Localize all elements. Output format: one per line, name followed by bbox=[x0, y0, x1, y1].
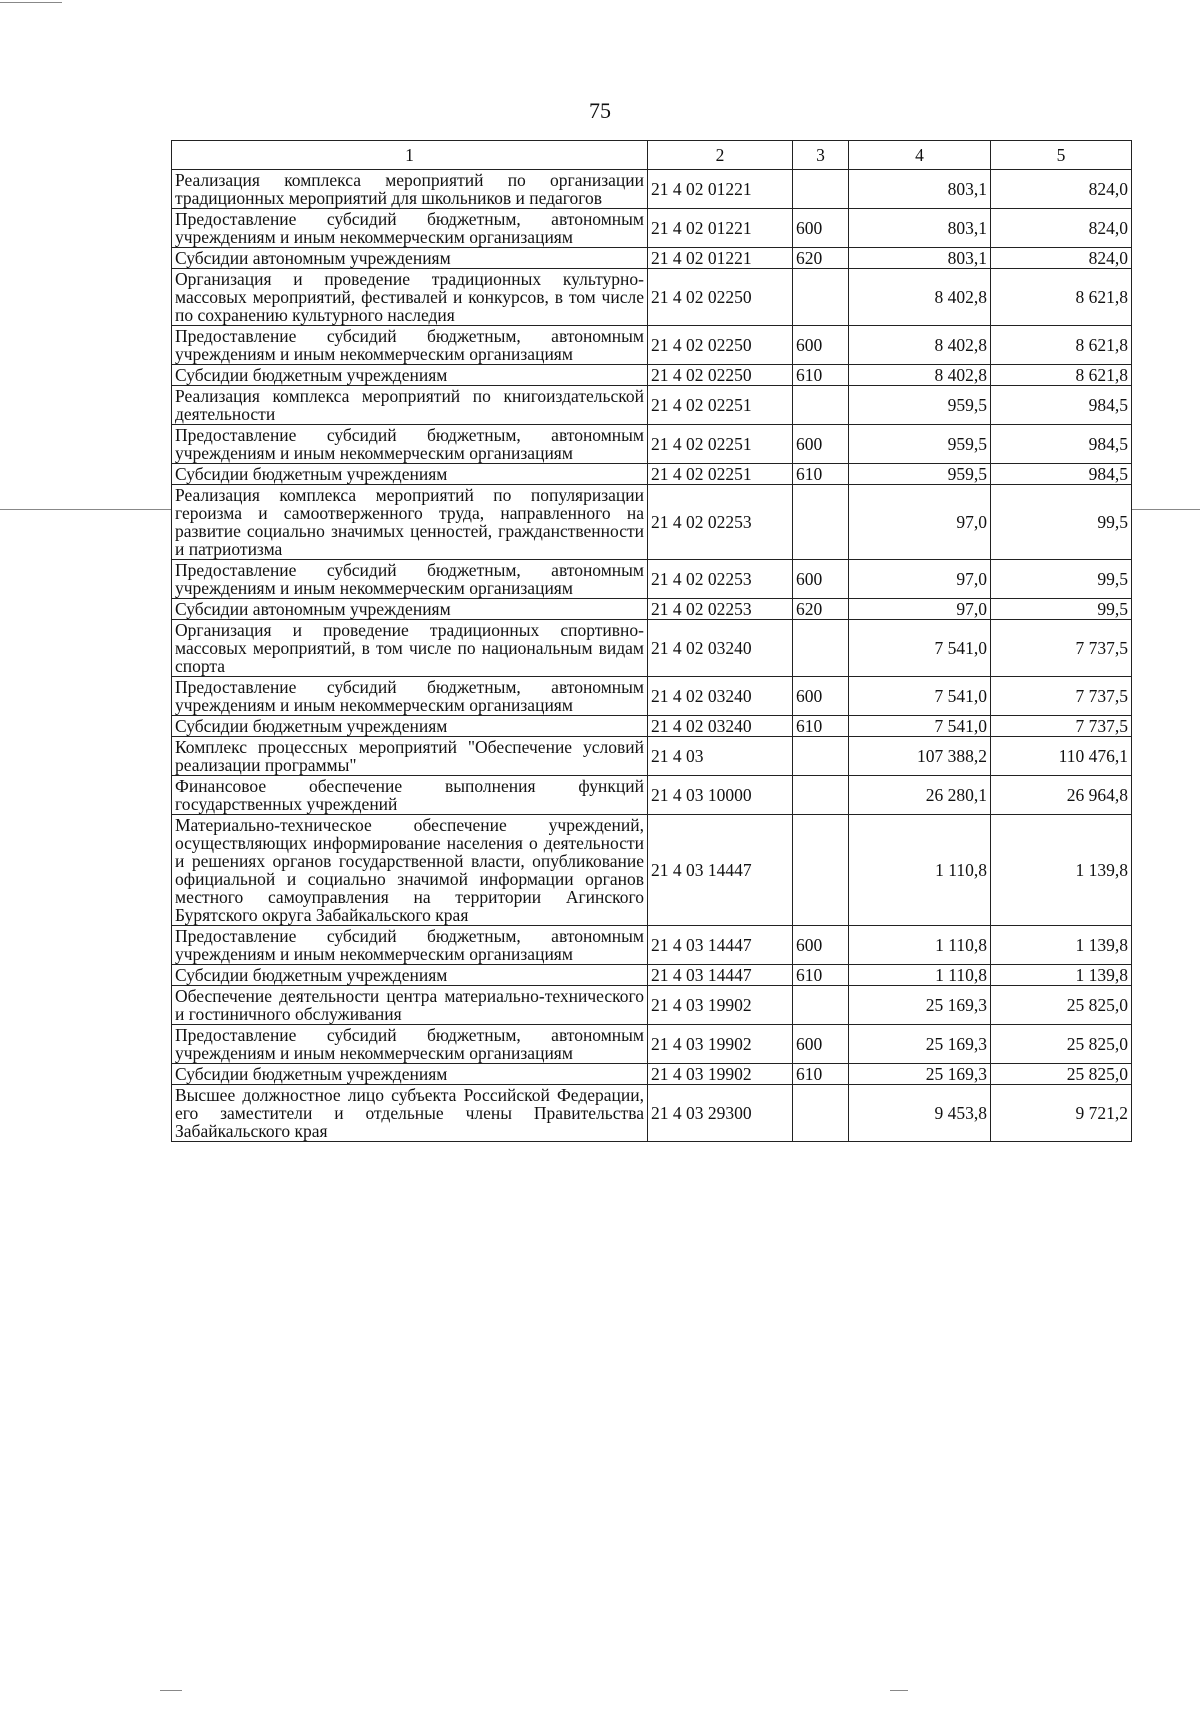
scan-artifact-line bbox=[0, 509, 171, 510]
row-value-col5-cell: 824,0 bbox=[991, 209, 1132, 248]
row-name-cell: Субсидии бюджетным учреждениям bbox=[172, 716, 648, 737]
row-value-col5-cell: 7 737,5 bbox=[991, 716, 1132, 737]
row-code-cell: 21 4 02 02251 bbox=[648, 425, 793, 464]
row-code-cell: 21 4 03 14447 bbox=[648, 926, 793, 965]
row-value-col5-cell: 7 737,5 bbox=[991, 677, 1132, 716]
budget-table bbox=[171, 140, 1132, 1142]
row-type-cell: 600 bbox=[793, 1025, 849, 1064]
table-header-row bbox=[172, 141, 1132, 170]
row-value-col4-cell: 1 110,8 bbox=[849, 965, 991, 986]
scan-artifact-line bbox=[890, 1690, 908, 1691]
row-value-col5-cell: 99,5 bbox=[991, 599, 1132, 620]
row-type-cell: 610 bbox=[793, 1064, 849, 1085]
row-value-col5-cell: 824,0 bbox=[991, 170, 1132, 209]
row-value-col4-cell: 8 402,8 bbox=[849, 326, 991, 365]
row-code-cell: 21 4 02 03240 bbox=[648, 620, 793, 677]
row-code-cell: 21 4 03 29300 bbox=[648, 1085, 793, 1142]
row-name-cell: Реализация комплекса мероприятий по книгоиздательской деятельности bbox=[172, 386, 648, 425]
row-code-cell: 21 4 03 19902 bbox=[648, 986, 793, 1025]
row-name-cell: Реализация комплекса мероприятий по популяризации героизма и самоотверженного труда, направленного на развитие социально значимых ценностей, гражданственности и патриотизма bbox=[172, 485, 648, 560]
row-value-col4-cell: 25 169,3 bbox=[849, 1064, 991, 1085]
row-code-cell: 21 4 02 03240 bbox=[648, 716, 793, 737]
table-row bbox=[172, 599, 1132, 620]
row-type-cell bbox=[793, 1085, 849, 1142]
row-type-cell: 600 bbox=[793, 425, 849, 464]
table-row bbox=[172, 464, 1132, 485]
row-code-cell: 21 4 03 14447 bbox=[648, 965, 793, 986]
row-value-col4-cell: 97,0 bbox=[849, 485, 991, 560]
table-row bbox=[172, 365, 1132, 386]
row-value-col5-cell: 984,5 bbox=[991, 425, 1132, 464]
row-code-cell: 21 4 02 02250 bbox=[648, 365, 793, 386]
row-name-cell: Субсидии бюджетным учреждениям bbox=[172, 1064, 648, 1085]
row-value-col4-cell: 1 110,8 bbox=[849, 815, 991, 926]
row-value-col5-cell: 7 737,5 bbox=[991, 620, 1132, 677]
row-value-col5-cell: 984,5 bbox=[991, 464, 1132, 485]
page-number: 75 bbox=[589, 98, 611, 123]
row-name-cell: Субсидии бюджетным учреждениям bbox=[172, 965, 648, 986]
row-value-col4-cell: 97,0 bbox=[849, 560, 991, 599]
row-value-col4-cell: 803,1 bbox=[849, 248, 991, 269]
row-code-cell: 21 4 03 10000 bbox=[648, 776, 793, 815]
table-row bbox=[172, 326, 1132, 365]
table-row bbox=[172, 716, 1132, 737]
row-value-col4-cell: 959,5 bbox=[849, 386, 991, 425]
row-value-col4-cell: 8 402,8 bbox=[849, 365, 991, 386]
row-name-cell: Предоставление субсидий бюджетным, автономным учреждениям и иным некоммерческим организациям bbox=[172, 326, 648, 365]
row-value-col5-cell: 1 139,8 bbox=[991, 965, 1132, 986]
table-row bbox=[172, 248, 1132, 269]
table-row bbox=[172, 209, 1132, 248]
table-row bbox=[172, 1025, 1132, 1064]
row-name-cell: Предоставление субсидий бюджетным, автономным учреждениям и иным некоммерческим организациям bbox=[172, 1025, 648, 1064]
row-name-cell: Предоставление субсидий бюджетным, автономным учреждениям и иным некоммерческим организациям bbox=[172, 425, 648, 464]
row-value-col5-cell: 25 825,0 bbox=[991, 1064, 1132, 1085]
row-value-col5-cell: 99,5 bbox=[991, 485, 1132, 560]
row-name-cell: Материально-техническое обеспечение учреждений, осуществляющих информирование населения о деятельности и решениях органов государственной власти, опубликование официальной и социально значимой информации органов местного самоуправления на территории Агинского Бурятского округа Забайкальского края bbox=[172, 815, 648, 926]
table-row bbox=[172, 620, 1132, 677]
row-type-cell bbox=[793, 485, 849, 560]
row-value-col4-cell: 959,5 bbox=[849, 425, 991, 464]
row-value-col4-cell: 7 541,0 bbox=[849, 677, 991, 716]
row-name-cell: Обеспечение деятельности центра материально-технического и гостиничного обслуживания bbox=[172, 986, 648, 1025]
column-header-2: 2 bbox=[648, 141, 793, 170]
row-value-col5-cell: 8 621,8 bbox=[991, 365, 1132, 386]
row-name-cell: Высшее должностное лицо субъекта Российской Федерации, его заместители и отдельные члены Правительства Забайкальского края bbox=[172, 1085, 648, 1142]
row-value-col4-cell: 7 541,0 bbox=[849, 716, 991, 737]
table-row bbox=[172, 926, 1132, 965]
table-row bbox=[172, 965, 1132, 986]
row-name-cell: Организация и проведение традиционных спортивно-массовых мероприятий, в том числе по национальным видам спорта bbox=[172, 620, 648, 677]
row-code-cell: 21 4 02 02250 bbox=[648, 269, 793, 326]
table-row bbox=[172, 986, 1132, 1025]
table-row bbox=[172, 737, 1132, 776]
row-name-cell: Субсидии бюджетным учреждениям bbox=[172, 365, 648, 386]
row-type-cell: 600 bbox=[793, 560, 849, 599]
row-value-col4-cell: 107 388,2 bbox=[849, 737, 991, 776]
table-row bbox=[172, 269, 1132, 326]
row-type-cell bbox=[793, 170, 849, 209]
row-value-col5-cell: 26 964,8 bbox=[991, 776, 1132, 815]
row-value-col4-cell: 8 402,8 bbox=[849, 269, 991, 326]
row-value-col5-cell: 1 139,8 bbox=[991, 815, 1132, 926]
column-header-4: 4 bbox=[849, 141, 991, 170]
row-name-cell: Реализация комплекса мероприятий по организации традиционных мероприятий для школьников и педагогов bbox=[172, 170, 648, 209]
row-code-cell: 21 4 03 19902 bbox=[648, 1064, 793, 1085]
row-value-col5-cell: 25 825,0 bbox=[991, 986, 1132, 1025]
row-code-cell: 21 4 02 01221 bbox=[648, 209, 793, 248]
scan-artifact-line bbox=[1131, 509, 1200, 510]
row-type-cell: 610 bbox=[793, 464, 849, 485]
column-header-5: 5 bbox=[991, 141, 1132, 170]
table-row bbox=[172, 1085, 1132, 1142]
row-type-cell bbox=[793, 620, 849, 677]
table-row bbox=[172, 560, 1132, 599]
row-value-col4-cell: 9 453,8 bbox=[849, 1085, 991, 1142]
row-type-cell: 600 bbox=[793, 209, 849, 248]
row-code-cell: 21 4 02 02253 bbox=[648, 560, 793, 599]
row-value-col5-cell: 8 621,8 bbox=[991, 269, 1132, 326]
row-value-col5-cell: 1 139,8 bbox=[991, 926, 1132, 965]
row-code-cell: 21 4 02 01221 bbox=[648, 248, 793, 269]
row-name-cell: Финансовое обеспечение выполнения функций государственных учреждений bbox=[172, 776, 648, 815]
row-name-cell: Предоставление субсидий бюджетным, автономным учреждениям и иным некоммерческим организациям bbox=[172, 560, 648, 599]
table-row bbox=[172, 776, 1132, 815]
table-row bbox=[172, 1064, 1132, 1085]
row-type-cell: 620 bbox=[793, 248, 849, 269]
row-name-cell: Субсидии автономным учреждениям bbox=[172, 248, 648, 269]
table-row bbox=[172, 170, 1132, 209]
row-value-col4-cell: 803,1 bbox=[849, 170, 991, 209]
row-type-cell bbox=[793, 737, 849, 776]
row-value-col5-cell: 984,5 bbox=[991, 386, 1132, 425]
row-name-cell: Предоставление субсидий бюджетным, автономным учреждениям и иным некоммерческим организациям bbox=[172, 677, 648, 716]
row-code-cell: 21 4 02 02253 bbox=[648, 485, 793, 560]
row-type-cell bbox=[793, 386, 849, 425]
row-type-cell: 600 bbox=[793, 677, 849, 716]
row-name-cell: Организация и проведение традиционных культурно-массовых мероприятий, фестивалей и конкурсов, в том числе по сохранению культурного наследия bbox=[172, 269, 648, 326]
row-code-cell: 21 4 02 02250 bbox=[648, 326, 793, 365]
row-type-cell: 600 bbox=[793, 926, 849, 965]
column-header-3: 3 bbox=[793, 141, 849, 170]
row-code-cell: 21 4 03 14447 bbox=[648, 815, 793, 926]
row-value-col4-cell: 803,1 bbox=[849, 209, 991, 248]
row-type-cell: 620 bbox=[793, 599, 849, 620]
row-value-col4-cell: 26 280,1 bbox=[849, 776, 991, 815]
row-name-cell: Предоставление субсидий бюджетным, автономным учреждениям и иным некоммерческим организациям bbox=[172, 926, 648, 965]
row-type-cell bbox=[793, 269, 849, 326]
scan-artifact-line bbox=[160, 1690, 182, 1691]
row-name-cell: Предоставление субсидий бюджетным, автономным учреждениям и иным некоммерческим организациям bbox=[172, 209, 648, 248]
row-type-cell: 610 bbox=[793, 965, 849, 986]
row-type-cell: 600 bbox=[793, 326, 849, 365]
row-value-col4-cell: 25 169,3 bbox=[849, 1025, 991, 1064]
row-code-cell: 21 4 03 bbox=[648, 737, 793, 776]
row-value-col5-cell: 824,0 bbox=[991, 248, 1132, 269]
row-value-col4-cell: 959,5 bbox=[849, 464, 991, 485]
row-name-cell: Комплекс процессных мероприятий "Обеспечение условий реализации программы" bbox=[172, 737, 648, 776]
row-type-cell bbox=[793, 776, 849, 815]
table-row bbox=[172, 677, 1132, 716]
table-row bbox=[172, 815, 1132, 926]
row-value-col5-cell: 110 476,1 bbox=[991, 737, 1132, 776]
row-value-col4-cell: 25 169,3 bbox=[849, 986, 991, 1025]
row-code-cell: 21 4 02 03240 bbox=[648, 677, 793, 716]
row-type-cell: 610 bbox=[793, 716, 849, 737]
row-value-col5-cell: 8 621,8 bbox=[991, 326, 1132, 365]
row-value-col4-cell: 1 110,8 bbox=[849, 926, 991, 965]
column-header-1: 1 bbox=[172, 141, 648, 170]
row-code-cell: 21 4 02 01221 bbox=[648, 170, 793, 209]
row-code-cell: 21 4 02 02253 bbox=[648, 599, 793, 620]
table-row bbox=[172, 425, 1132, 464]
table-row bbox=[172, 485, 1132, 560]
scan-artifact-line bbox=[0, 2, 62, 3]
row-value-col4-cell: 97,0 bbox=[849, 599, 991, 620]
table-body bbox=[172, 170, 1132, 1142]
row-code-cell: 21 4 02 02251 bbox=[648, 386, 793, 425]
row-code-cell: 21 4 02 02251 bbox=[648, 464, 793, 485]
row-type-cell bbox=[793, 986, 849, 1025]
row-value-col5-cell: 9 721,2 bbox=[991, 1085, 1132, 1142]
row-name-cell: Субсидии автономным учреждениям bbox=[172, 599, 648, 620]
table-row bbox=[172, 386, 1132, 425]
row-value-col4-cell: 7 541,0 bbox=[849, 620, 991, 677]
row-value-col5-cell: 25 825,0 bbox=[991, 1025, 1132, 1064]
row-code-cell: 21 4 03 19902 bbox=[648, 1025, 793, 1064]
row-type-cell bbox=[793, 815, 849, 926]
row-value-col5-cell: 99,5 bbox=[991, 560, 1132, 599]
row-name-cell: Субсидии бюджетным учреждениям bbox=[172, 464, 648, 485]
row-type-cell: 610 bbox=[793, 365, 849, 386]
